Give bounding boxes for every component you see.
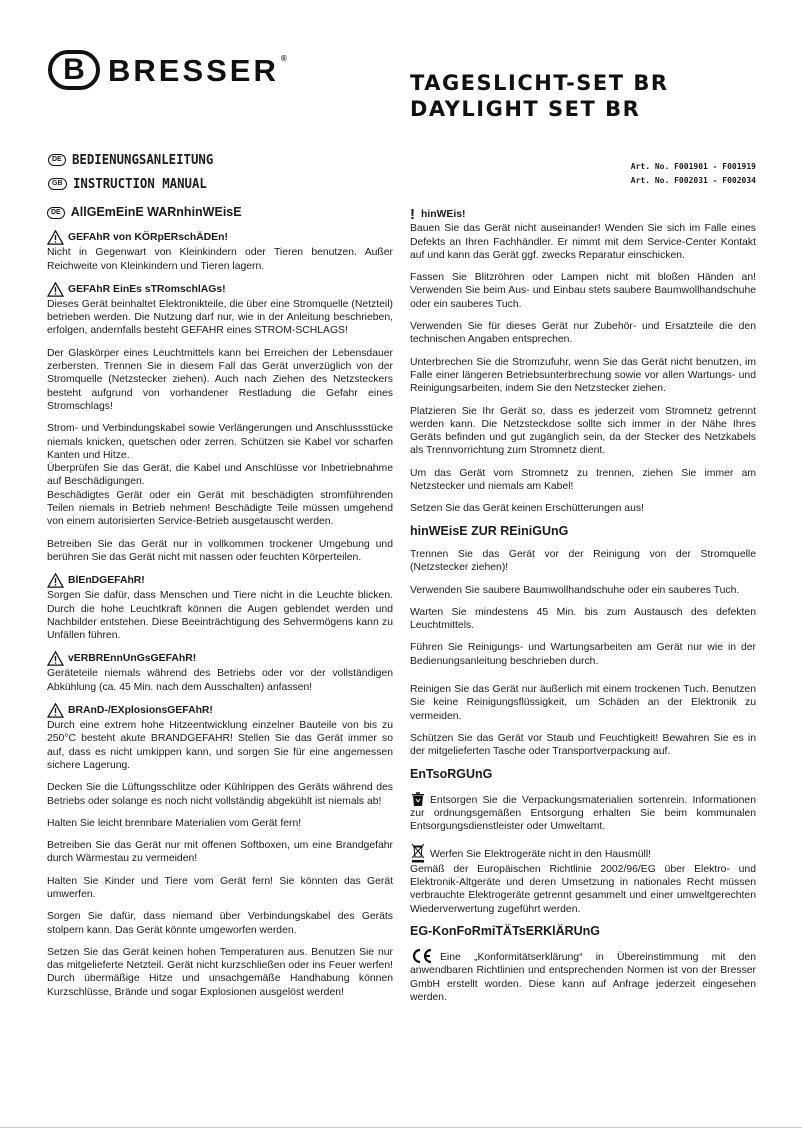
registered-mark: ® [280,53,290,63]
injury-warning-title [47,230,393,245]
fire-warning-text-6: Sorgen Sie dafür, dass niemand über Verbindungskabel des Geräts stolpern kann. Das Gerät könnte umgeworfen werden. [47,911,393,936]
bresser-logo-text [108,52,290,88]
cleaning-text-6: Schützen Sie das Gerät vor Staub und Feuchtigkeit! Bewahren Sie es in der mitgelieferten Tasche oder Transportverpackung auf. [410,732,756,758]
note-text-4: Unterbrechen Sie die Stromzufuhr, wenn Sie das Gerät nicht benutzen, im Falle einer längeren Betriebsunterbrechung sowie vor allen Wartungs- und Reinigungsarbeiten, indem Sie den Netzstecker ziehen. [410,356,756,395]
exclamation-icon: ! [410,205,415,223]
cleaning-text-1: Trennen Sie das Gerät vor der Reinigung von der Stromquelle (Netzstecker ziehen)! [410,548,756,574]
fire-warning-text-4: Betreiben Sie das Gerät nur mit offenen Softboxen, um eine Brandgefahr durch Wärmestau zu vermeiden! [47,840,393,865]
right-column [410,205,756,1013]
warning-triangle-icon [47,573,64,588]
injury-warning-heading: GEFAhR von KÖRpERschÄDEn! [68,232,228,244]
cleaning-text-4: Führen Sie Reinigungs- und Wartungsarbeiten am Gerät nur wie in der Bedienungsanleitung beschrieben durch. [410,642,756,667]
article-number-1: Art. No. F001901 - F001919 [630,162,756,171]
disposal-text-2: Werfen Sie Elektrogeräte nicht in den Hausmüll! [430,848,652,860]
cleaning-title: hinWEisE ZUR REiniGUnG [410,523,569,538]
note-text-5: Platzieren Sie Ihr Gerät so, dass es jederzeit vom Stromnetz getrennt werden kann. Die Netzsteckdose sollte sich immer in der Nähe Ihres Geräts befinden und gut zugänglich sein, da der Stecker des Netzkabels als Trennvorrichtung zum Stromnetz dient. [410,405,756,457]
note-text-6: Um das Gerät vom Stromnetz zu trennen, ziehen Sie immer am Netzstecker und niemals am Kabel! [410,467,756,493]
article-numbers [631,160,756,188]
disposal-text-1: Entsorgen Sie die Verpackungsmaterialien sortenrein. Informationen zur ordnungsgemäßen Entsorgung erhalten Sie beim kommunalen Entsorgungsdienstleister oder Umweltamt. [410,794,756,833]
ce-mark-icon [410,948,434,964]
lang-badge-section-de: DE [47,207,65,219]
fire-warning-heading: BRAnD-/EXplosionsGEFAhR! [68,704,213,716]
article-number-2: Art. No. F002031 - F002034 [630,176,756,185]
fire-warning-text-2: Decken Sie die Lüftungsschlitze oder Kühlrippen des Geräts während des Betriebs oder solange es noch nicht vollständig abgekühlt ist niemals ab! [47,782,393,807]
lang-badge-gb: GB [48,178,67,190]
lang-badge-de: DE [48,154,66,166]
shock-warning-text-2: Der Glaskörper eines Leuchtmittels kann bei Erreichen der Lebensdauer zerbersten. Trennen Sie in diesem Fall das Gerät unverzüglich von der Stromquelle (Netzstecker ziehen). Auch nach Ziehen des Netzsteckers besteht aufgrund von vorhandener Restladung die Gefahr eines Stromschlags! [47,347,393,412]
recycle-bin-icon [410,791,426,807]
cleaning-text-3: Warten Sie mindestens 45 Min. bis zum Austausch des defekten Leuchtmittels. [410,606,756,632]
fire-warning-text-7: Setzen Sie das Gerät keinen hohen Temperaturen aus. Benutzen Sie nur das mitgelieferte Netzteil. Gerät nicht kurzschließen oder ins Feuer werfen! Durch übermäßige Hitze und unsachgemäße Handhabung können Kurzschlüsse, Brände und sogar Explosionen ausgelöst werden! [47,946,393,998]
injury-warning-text: Nicht in Gegenwart von Kleinkindern oder Tieren benutzen. Außer Reichweite von Kleinkindern und Tieren lagern. [47,247,393,272]
note-text-3: Verwenden Sie für dieses Gerät nur Zubehör- und Ersatzteile die den technischen Angaben entsprechen. [410,321,756,346]
burn-warning-text: Geräteteile niemals während des Betriebs oder vor der vollständigen Abkühlung (ca. 45 Min. nach dem Ausschalten) anfassen! [47,668,393,693]
left-column [47,206,393,1008]
manual-list [48,148,220,196]
note-text-2: Fassen Sie Blitzröhren oder Lampen nicht mit bloßen Händen an! Verwenden Sie beim Aus- und Einbau stets saubere Baumwollhandschuhe oder ein sauberes Tuch. [410,272,756,310]
warning-triangle-icon [47,282,64,297]
manual-label-gb: INSTRUCTION MANUAL [72,176,207,192]
product-title-de: TAGESLICHT-SET BR [410,71,669,95]
crossed-bin-icon [410,843,426,863]
warning-triangle-icon [47,651,64,666]
manual-gb [48,172,220,196]
disposal-title: EnTsoRGUnG [410,766,493,781]
shock-warning-text-5: Beschädigtes Gerät oder ein Gerät mit beschädigten stromführenden Teilen niemals in Betrieb nehmen! Beschädigte Teile müssen umgehend von einem autorisierten Service-Betrieb ausgetauscht werden. [47,489,393,528]
manual-de [48,148,220,172]
cleaning-text-5: Reinigen Sie das Gerät nur äußerlich mit einem trockenen Tuch. Benutzen Sie keine Reinigungsflüssigkeit, um Schäden an der Elektronik zu vermeiden. [410,684,756,722]
glare-warning-text: Sorgen Sie dafür, dass Menschen und Tiere nicht in die Leuchte blicken. Durch die hohe Leuchtkraft können die Augen geblendet werden und Nachbilder entstehen. Diese Beeinträchtigung des Sehvermögens kann zu Unfällen führen. [47,590,393,642]
note-text-7: Setzen Sie das Gerät keinen Erschütterungen aus! [410,503,644,515]
disposal-weee-paragraph [410,843,756,863]
disposal-packaging-paragraph [410,791,756,834]
warning-triangle-icon [47,703,64,718]
bresser-logo-mark [48,50,100,90]
fire-warning-text-3: Halten Sie leicht brennbare Materialien vom Gerät fern! [47,817,302,829]
shock-warning-text-1: Dieses Gerät beinhaltet Elektronikteile, die über eine Stromquelle (Netzteil) betrieben werden. Die Nutzung darf nur, wie in der Anleitung beschrieben, erfolgen, andernfalls besteht GEFAHR eines STROM-SCHLAGS! [47,298,393,337]
bottom-divider [0,1127,802,1128]
manual-label-de: BEDIENUNGSANLEITUNG [71,152,214,168]
glare-warning-title [47,573,393,588]
general-warnings-title [47,206,393,219]
burn-warning-title [47,651,393,666]
general-warnings-heading: AllGEmEinE WARnhinWEisE [70,205,242,219]
shock-warning-title [47,282,393,297]
bresser-logo-letter: B [63,53,85,86]
shock-warning-heading: GEFAhR EinEs sTRomschlAGs! [68,283,226,295]
shock-warning-text-4: Überprüfen Sie das Gerät, die Kabel und Anschlüsse vor Inbetriebnahme auf Beschädigungen. [47,463,393,488]
product-title [410,70,669,122]
glare-warning-heading: BlEnDGEFAhR! [68,575,145,587]
conformity-title: EG-KonFoRmiTÄTsERKlÄRUnG [410,923,601,938]
cleaning-text-2: Verwenden Sie saubere Baumwollhandschuhe oder ein sauberes Tuch. [410,584,740,596]
shock-warning-text-3: Strom- und Verbindungskabel sowie Verlängerungen und Anschlussstücke niemals knicken, quetschen oder zerren. Schützen sie Kabel vor scharfen Kanten und Hitze. [47,423,393,461]
note-title [410,205,756,223]
shock-warning-text-6: Betreiben Sie das Gerät nur in vollkommen trockener Umgebung und berühren Sie das Gerät nicht mit nassen oder feuchten Körperteilen. [47,538,393,563]
disposal-text-3: Gemäß der Europäischen Richtlinie 2002/96/EG über Elektro- und Elektronik-Altgeräte und deren Umsetzung in nationales Recht müssen verbrauchte Elektrogeräte getrennt gesammelt und einer umweltgerechten Wiederverwertung zugeführt werden. [410,863,756,915]
bresser-logo [48,50,290,90]
fire-warning-text-1: Durch eine extrem hohe Hitzeentwicklung einzelner Bauteile von bis zu 250°C besteht akute BRANDGEFAHR! Stellen Sie das Gerät immer so auf, dass es nicht umkippen kann, und sorgen Sie für eine angemessen sichere Lagerung. [47,720,393,771]
fire-warning-text-5: Halten Sie Kinder und Tiere vom Gerät fern! Sie könnten das Gerät umwerfen. [47,875,393,900]
brand-name: BRESSER [108,52,279,88]
conformity-text: Eine „Konformitätserklärung“ in Übereinstimmung mit den anwendbaren Richtlinien und entsprechenden Normen ist von der Bresser GmbH erstellt worden. Diese kann auf Anfrage jederzeit eingesehen werden. [410,952,756,1004]
warning-triangle-icon [47,230,64,245]
conformity-paragraph [410,948,756,1004]
note-heading: hinWEis! [421,209,466,220]
burn-warning-heading: vERBREnnUnGsGEFAhR! [68,653,197,665]
fire-warning-title [47,703,393,718]
product-title-en: DAYLIGHT SET BR [410,97,641,121]
note-text-1: Bauen Sie das Gerät nicht auseinander! Wenden Sie sich im Falle eines Defekts an Ihren Fachhändler. Er nimmt mit dem Service-Center Kontakt auf und kann das Gerät ggf. zwecks Reparatur einschicken. [410,223,756,261]
